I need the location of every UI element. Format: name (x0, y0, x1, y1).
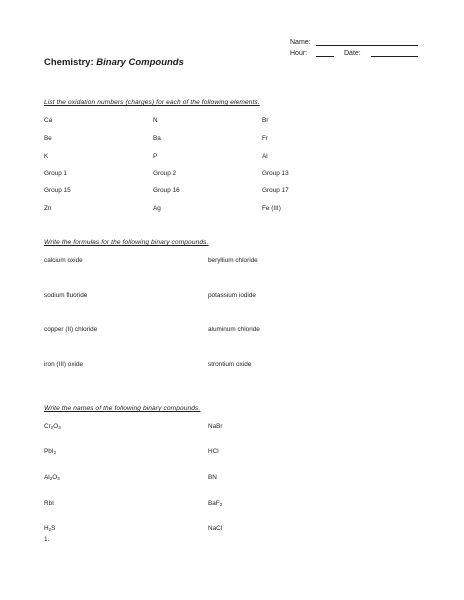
compound-name-item: iron (III) oxide (44, 361, 84, 368)
element-item: Group 16 (153, 187, 180, 194)
compound-name-item: sodium fluoride (44, 292, 88, 299)
element-item: Group 15 (44, 187, 71, 194)
formula-subscript: 2 (53, 450, 57, 455)
formula-subscript: 2 (50, 425, 54, 430)
date-line[interactable] (371, 56, 418, 57)
element-item: Group 17 (262, 187, 289, 194)
element-item: Fr (262, 135, 269, 142)
compound-name-item: copper (II) chloride (44, 326, 98, 333)
formula-item (208, 500, 222, 507)
formula-text: PbI (44, 448, 54, 455)
page-number: 1. (44, 536, 50, 543)
hour-line[interactable] (316, 56, 334, 57)
formula-item (208, 448, 219, 455)
name-line[interactable] (316, 45, 418, 46)
element-item: Ag (153, 205, 161, 212)
section1-instruction: List the oxidation numbers (charges) for each of the following elements. (44, 99, 260, 106)
formula-subscript: 3 (57, 476, 60, 481)
formula-text: O (53, 423, 59, 430)
hour-label: Hour: (290, 50, 308, 57)
compound-name-item: potassium iodide (208, 292, 256, 299)
section3-instruction: Write the names of the following binary compounds. (44, 405, 201, 412)
element-item: Fe (III) (262, 205, 281, 212)
formula-item (44, 423, 61, 430)
compound-name-item: calcium oxide (44, 257, 83, 264)
element-item: Group 2 (153, 170, 177, 177)
element-item: Group 1 (44, 170, 68, 177)
element-item: N (153, 117, 158, 124)
element-item: Be (44, 135, 52, 142)
element-item: Group 13 (262, 170, 289, 177)
formula-text: Cr (44, 423, 51, 430)
formula-text: NaBr (208, 423, 223, 430)
formula-text: Al (44, 474, 50, 481)
formula-text: NaCl (208, 525, 223, 532)
formula-text: BN (208, 474, 217, 481)
element-item: K (44, 153, 49, 160)
formula-text: RbI (44, 500, 54, 507)
formula-text: BaF (208, 500, 220, 507)
formula-item (208, 474, 217, 481)
element-item: Zn (44, 205, 52, 212)
formula-text: H (44, 525, 49, 532)
element-item: Br (262, 117, 269, 124)
formula-subscript: 3 (58, 425, 61, 430)
formula-text: HCl (208, 448, 219, 455)
formula-item (208, 423, 223, 430)
element-item: Ba (153, 135, 161, 142)
name-label: Name: (290, 39, 311, 46)
element-item: Al (262, 153, 268, 160)
title-prefix: Chemistry: (44, 57, 94, 68)
date-label: Date: (344, 50, 361, 57)
formula-item (44, 448, 56, 455)
page-title (44, 57, 184, 68)
compound-name-item: beryllium chloride (208, 257, 258, 264)
element-item: P (153, 153, 158, 160)
element-item: Ca (44, 117, 53, 124)
formula-item (208, 525, 222, 532)
section2-instruction: Write the formulas for the following binary compounds. (44, 239, 209, 246)
formula-text: O (52, 474, 58, 481)
compound-name-item: aluminum chloride (208, 326, 260, 333)
formula-subscript: 2 (48, 527, 52, 532)
compound-name-item: strontium oxide (208, 361, 252, 368)
formula-text: S (51, 525, 56, 532)
formula-item (44, 474, 60, 481)
formula-item (44, 500, 54, 507)
title-subject: Binary Compounds (96, 57, 184, 68)
formula-subscript: 2 (219, 502, 223, 507)
formula-subscript: 2 (49, 476, 53, 481)
formula-item (44, 525, 55, 532)
